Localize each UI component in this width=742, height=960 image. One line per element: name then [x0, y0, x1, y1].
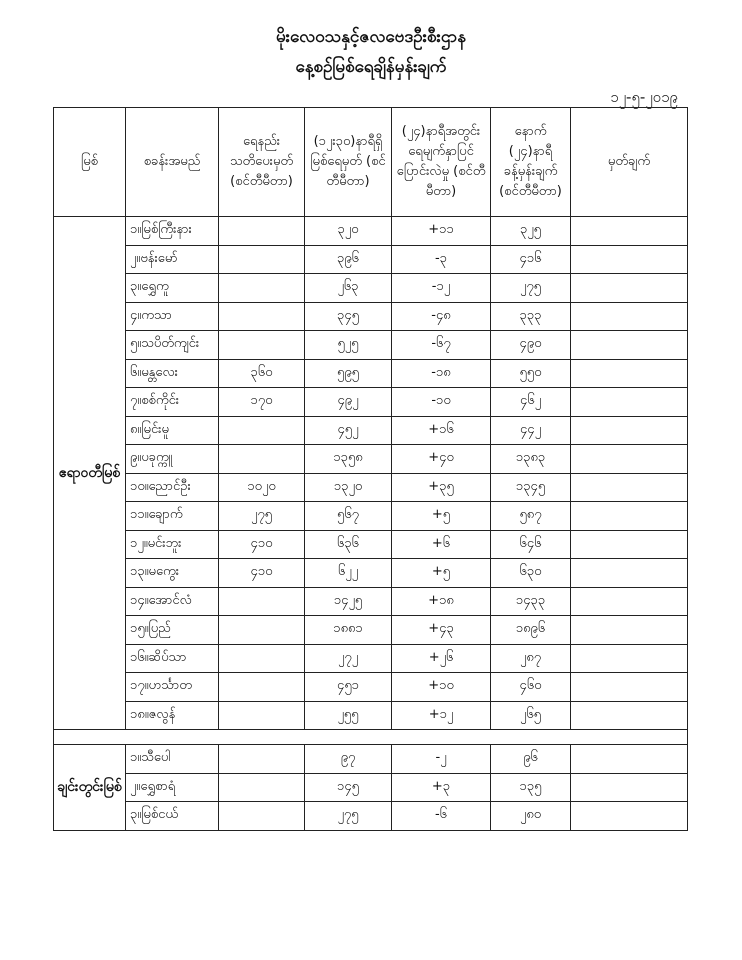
table-row [54, 274, 688, 303]
warning-cell [219, 217, 305, 246]
header-warning-level: ရေနည်း သတိပေးမှတ် (စင်တီမီတာ) [219, 108, 305, 217]
station-cell: ၁၅။ပြည် [126, 616, 219, 645]
change-cell: +၁၂ [392, 701, 491, 730]
level-cell: ၃၂၀ [305, 217, 392, 246]
forecast-cell: ၂၆၅ [491, 701, 571, 730]
table-row [54, 644, 688, 673]
remark-cell [571, 701, 688, 730]
header-station: စခန်းအမည် [126, 108, 219, 217]
forecast-cell: ၁၃၅ [491, 773, 571, 802]
table-row [54, 587, 688, 616]
level-cell: ၁၄၂၅ [305, 587, 392, 616]
station-cell: ၁။မြစ်ကြီးနား [126, 217, 219, 246]
forecast-cell: ၁၃၄၅ [491, 473, 571, 502]
forecast-cell: ၄၉၀ [491, 331, 571, 360]
table-row [54, 802, 688, 831]
separator-cell [54, 730, 688, 745]
remark-cell [571, 673, 688, 702]
remark-cell [571, 331, 688, 360]
table-row [54, 445, 688, 474]
warning-cell [219, 673, 305, 702]
forecast-cell: ၄၆၂ [491, 388, 571, 417]
change-cell: +၅ [392, 559, 491, 588]
station-cell: ၁၀။ညောင်ဦး [126, 473, 219, 502]
forecast-cell: ၃၂၅ [491, 217, 571, 246]
table-row [54, 331, 688, 360]
change-cell: +၆ [392, 530, 491, 559]
river-name-cell: ချင်းတွင်းမြစ် [54, 745, 126, 831]
table-row [54, 559, 688, 588]
page-subtitle: နေ့စဉ်မြစ်ရေချိန်မှန်းချက် [295, 57, 447, 77]
level-cell: ၁၈၈၁ [305, 616, 392, 645]
level-cell: ၁၃၂၀ [305, 473, 392, 502]
station-cell: ၂။ရွှေစာရံ [126, 773, 219, 802]
level-cell: ၂၇၂ [305, 644, 392, 673]
level-cell: ၉၇ [305, 745, 392, 774]
warning-cell [219, 245, 305, 274]
forecast-cell: ၂၇၅ [491, 274, 571, 303]
report-date: ၁၂-၅-၂၀၁၉ [610, 88, 678, 106]
warning-cell [219, 701, 305, 730]
remark-cell [571, 302, 688, 331]
header-change: (၂၄)နာရီအတွင်း ရေမျက်နှာပြင် ပြောင်းလဲမှု (စင်တီမီတာ) [392, 108, 491, 217]
remark-cell [571, 416, 688, 445]
header-current-level: (၁၂း၃၀)နာရီရှိ မြစ်ရေမှတ် (စင်တီမီတာ) [305, 108, 392, 217]
table-row [54, 359, 688, 388]
level-cell: ၅၆၇ [305, 502, 392, 531]
header-forecast: နောက် (၂၄)နာရီ ခန့်မှန်းချက် (စင်တီမီတာ) [491, 108, 571, 217]
remark-cell [571, 473, 688, 502]
station-cell: ၁၈။ဇလွန် [126, 701, 219, 730]
table-row [54, 530, 688, 559]
station-cell: ၁၄။အောင်လံ [126, 587, 219, 616]
region-separator [54, 730, 688, 745]
remark-cell [571, 587, 688, 616]
remark-cell [571, 245, 688, 274]
change-cell: +၁၈ [392, 587, 491, 616]
forecast-cell: ၂၈၇ [491, 644, 571, 673]
station-cell: ၅။သပိတ်ကျင်း [126, 331, 219, 360]
level-cell: ၅၂၅ [305, 331, 392, 360]
level-cell: ၆၃၆ [305, 530, 392, 559]
forecast-cell: ၄၄၂ [491, 416, 571, 445]
warning-cell: ၁၇၀ [219, 388, 305, 417]
remark-cell [571, 745, 688, 774]
forecast-cell: ၆၃၀ [491, 559, 571, 588]
station-cell: ၁၃။မကွေး [126, 559, 219, 588]
river-level-table [53, 107, 688, 831]
change-cell: +၄၀ [392, 445, 491, 474]
remark-cell [571, 388, 688, 417]
change-cell: -၁၀ [392, 388, 491, 417]
station-cell: ၉။ပခုက္ကူ [126, 445, 219, 474]
warning-cell [219, 644, 305, 673]
forecast-cell: ၆၄၆ [491, 530, 571, 559]
change-cell: +၁၆ [392, 416, 491, 445]
remark-cell [571, 359, 688, 388]
table-body [54, 217, 688, 831]
forecast-cell: ၁၈၉၆ [491, 616, 571, 645]
station-cell: ၃။မြစ်ငယ် [126, 802, 219, 831]
change-cell: -၆၇ [392, 331, 491, 360]
table-row [54, 616, 688, 645]
warning-cell [219, 416, 305, 445]
level-cell: ၂၅၅ [305, 701, 392, 730]
remark-cell [571, 274, 688, 303]
table-row [54, 245, 688, 274]
station-cell: ၄။ကသာ [126, 302, 219, 331]
forecast-cell: ၉၆ [491, 745, 571, 774]
header-remark: မှတ်ချက် [571, 108, 688, 217]
warning-cell [219, 616, 305, 645]
level-cell: ၁၃၅၈ [305, 445, 392, 474]
warning-cell: ၁၀၂၀ [219, 473, 305, 502]
change-cell: -၃ [392, 245, 491, 274]
table-row [54, 473, 688, 502]
remark-cell [571, 644, 688, 673]
level-cell: ၃၄၅ [305, 302, 392, 331]
forecast-cell: ၄၆၀ [491, 673, 571, 702]
remark-cell [571, 773, 688, 802]
change-cell: +၃၅ [392, 473, 491, 502]
warning-cell [219, 331, 305, 360]
change-cell: +၁၀ [392, 673, 491, 702]
station-cell: ၆။မန္တလေး [126, 359, 219, 388]
change-cell: -၁၈ [392, 359, 491, 388]
warning-cell [219, 773, 305, 802]
change-cell: +၃ [392, 773, 491, 802]
table-row [54, 502, 688, 531]
station-cell: ၁၆။ဆိပ်သာ [126, 644, 219, 673]
change-cell: +၂၆ [392, 644, 491, 673]
warning-cell [219, 802, 305, 831]
level-cell: ၄၉၂ [305, 388, 392, 417]
station-cell: ၃။ရွှေကူ [126, 274, 219, 303]
forecast-cell: ၁၃၈၃ [491, 445, 571, 474]
table-row [54, 217, 688, 246]
change-cell: +၅ [392, 502, 491, 531]
change-cell: +၄၃ [392, 616, 491, 645]
level-cell: ၅၉၅ [305, 359, 392, 388]
station-cell: ၈။မြင်းမူ [126, 416, 219, 445]
remark-cell [571, 445, 688, 474]
table-row [54, 302, 688, 331]
warning-cell [219, 445, 305, 474]
warning-cell [219, 587, 305, 616]
table-row [54, 388, 688, 417]
station-cell: ၁၁။ချောက် [126, 502, 219, 531]
warning-cell [219, 274, 305, 303]
warning-cell [219, 302, 305, 331]
remark-cell [571, 502, 688, 531]
table-row [54, 673, 688, 702]
level-cell: ၄၅၂ [305, 416, 392, 445]
warning-cell: ၄၁၀ [219, 559, 305, 588]
table-header-row [54, 108, 688, 217]
remark-cell [571, 559, 688, 588]
level-cell: ၄၅၁ [305, 673, 392, 702]
station-cell: ၁၂။မင်းဘူး [126, 530, 219, 559]
table-row [54, 745, 688, 774]
forecast-cell: ၂၈၀ [491, 802, 571, 831]
change-cell: -၆ [392, 802, 491, 831]
warning-cell: ၄၁၀ [219, 530, 305, 559]
forecast-cell: ၁၄၃၃ [491, 587, 571, 616]
level-cell: ၂၇၅ [305, 802, 392, 831]
warning-cell: ၂၇၅ [219, 502, 305, 531]
station-cell: ၇။စစ်ကိုင်း [126, 388, 219, 417]
level-cell: ၆၂၂ [305, 559, 392, 588]
level-cell: ၃၉၆ [305, 245, 392, 274]
remark-cell [571, 616, 688, 645]
river-name-cell: ဧရာဝတီမြစ် [54, 217, 126, 730]
forecast-cell: ၃၃၃ [491, 302, 571, 331]
table-row [54, 416, 688, 445]
table-row [54, 701, 688, 730]
remark-cell [571, 530, 688, 559]
remark-cell [571, 217, 688, 246]
station-cell: ၂။ဗန်းမော် [126, 245, 219, 274]
warning-cell: ၃၆၀ [219, 359, 305, 388]
change-cell: -၂ [392, 745, 491, 774]
level-cell: ၁၄၅ [305, 773, 392, 802]
header-river: မြစ် [54, 108, 126, 217]
change-cell: -၁၂ [392, 274, 491, 303]
station-cell: ၁။သီပေါ [126, 745, 219, 774]
level-cell: ၂၆၃ [305, 274, 392, 303]
forecast-cell: ၅၈၇ [491, 502, 571, 531]
warning-cell [219, 745, 305, 774]
forecast-cell: ၄၁၆ [491, 245, 571, 274]
remark-cell [571, 802, 688, 831]
change-cell: -၄၈ [392, 302, 491, 331]
forecast-cell: ၅၅၀ [491, 359, 571, 388]
page-title: မိုးလေဝသနှင့်ဇလဗေဒဦးစီးဌာန [275, 27, 467, 47]
table-row [54, 773, 688, 802]
change-cell: +၁၁ [392, 217, 491, 246]
station-cell: ၁၇။ဟင်္သာတ [126, 673, 219, 702]
